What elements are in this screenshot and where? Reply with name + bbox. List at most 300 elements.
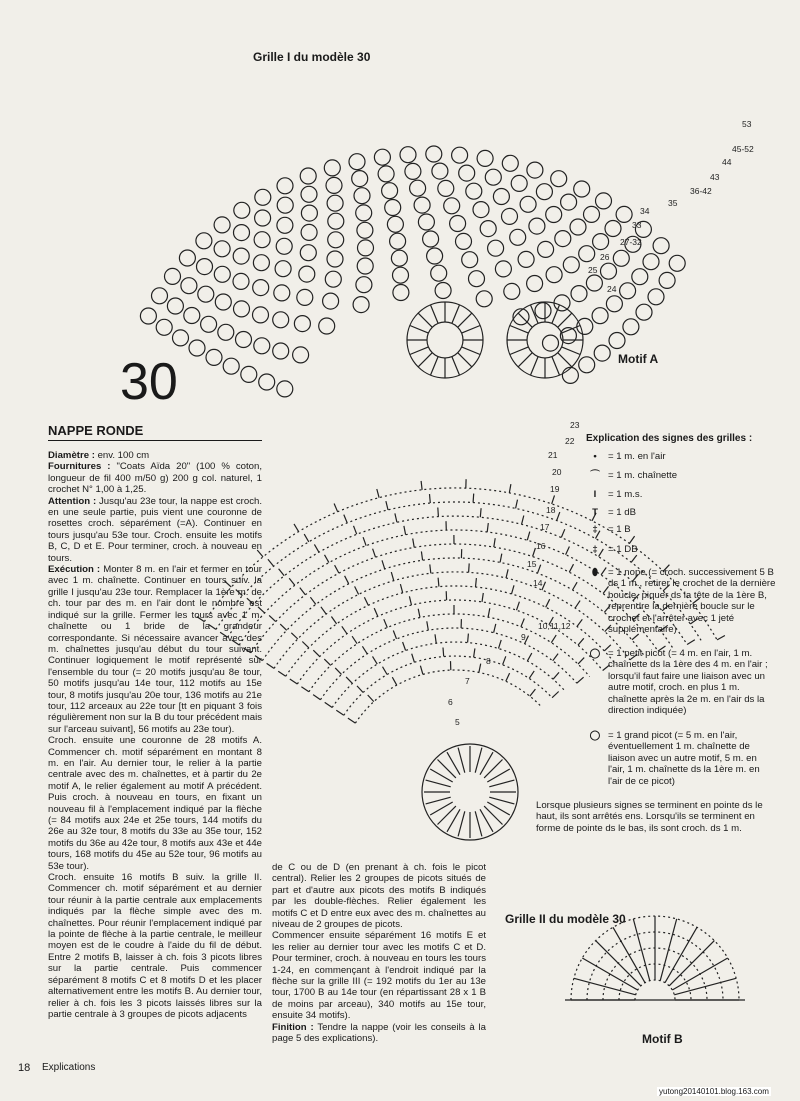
legend-text: = 1 m. chaînette — [608, 470, 678, 481]
chain-loop — [426, 146, 442, 162]
legend-text: = 1 m.s. — [608, 489, 643, 500]
chain-loop — [456, 233, 472, 249]
grille2-diagram — [565, 916, 745, 1000]
chain-loop — [414, 197, 430, 213]
stitch-mark — [476, 578, 477, 587]
chain-loop — [301, 186, 317, 202]
stitch-mark — [374, 608, 378, 616]
chain-loop — [574, 181, 590, 197]
round-label: 6 — [448, 697, 453, 707]
stitch-mark — [344, 515, 347, 523]
rosette-stitch — [452, 305, 460, 324]
stitch-mark — [530, 689, 536, 696]
chain-loop — [214, 241, 230, 257]
chain-loop — [546, 207, 562, 223]
stitch-mark — [474, 648, 475, 657]
chain-loop — [648, 289, 664, 305]
stitch-mark — [325, 555, 329, 563]
center-spoke — [475, 748, 482, 773]
chain-loop — [579, 357, 595, 373]
stitch-mark — [473, 494, 474, 503]
chain-loop — [152, 288, 168, 304]
stitch-mark — [310, 597, 315, 604]
chain-loop — [255, 210, 271, 226]
chain-loop — [390, 233, 406, 249]
stitch-mark — [533, 548, 536, 557]
chain-loop — [466, 183, 482, 199]
stitch-row — [321, 628, 577, 700]
chain-loop — [432, 163, 448, 179]
stitch-mark — [573, 582, 578, 590]
stitch-mark — [553, 672, 559, 679]
rosette-stitch — [558, 353, 572, 367]
stitch-mark — [368, 695, 374, 702]
chain-loop — [196, 233, 212, 249]
chain-loop — [167, 298, 183, 314]
stitch-mark — [364, 597, 368, 605]
stitch-mark — [391, 572, 394, 581]
stitch-mark — [421, 551, 422, 560]
motif-b-label: Motif B — [642, 1032, 683, 1046]
stitch-mark — [479, 664, 481, 673]
center-spoke — [426, 797, 451, 804]
legend-item — [586, 730, 776, 787]
round-label: 53 — [742, 119, 752, 129]
chain-loop — [352, 171, 368, 187]
chain-loop — [469, 271, 485, 287]
stitch-mark — [631, 555, 637, 562]
rosette-stitch — [452, 357, 460, 376]
chain-loop — [609, 333, 625, 349]
chain-loop — [327, 195, 343, 211]
chain-loop — [214, 217, 230, 233]
chain-loop — [275, 261, 291, 277]
chain-loop — [659, 272, 675, 288]
rosette-stitch — [552, 357, 560, 376]
chain-loop — [173, 330, 189, 346]
chain-loop — [393, 267, 409, 283]
stitch-mark — [331, 617, 336, 624]
round-label: 8 — [486, 656, 491, 666]
chain-stitch-icon: • — [593, 451, 597, 462]
legend-text: = 1 dB — [608, 507, 637, 518]
chain-loop — [385, 200, 401, 216]
chain-loop — [431, 265, 447, 281]
stitch-mark — [557, 512, 560, 520]
rosette-stitch — [418, 313, 432, 327]
chain-loop — [493, 189, 509, 205]
chain-loop — [277, 217, 293, 233]
round-label: 27-32 — [620, 237, 642, 247]
stitch-mark — [421, 481, 422, 490]
diametre-label: Diamètre : — [48, 450, 95, 461]
chain-loop — [485, 169, 501, 185]
stitch-mark — [400, 584, 402, 593]
chain-loop — [536, 184, 552, 200]
stitch-mark — [687, 640, 695, 645]
legend-title: Explication des signes des grilles : — [586, 433, 753, 444]
stitch-mark — [404, 526, 406, 535]
execution-text: Monter 8 m. en l'air et fermer en tour avec 1 m. chaînette. Continuer en tours suiv. la grille I jusqu'au 23e tour. Remplacer la 1ère m. de ch. tour par des m. en l'air dont le nombre est indiqué sur la grille. Fermer les tours avec 1 m. chaînette ou 1 bride de la grandeur correspondante. Si nécessaire avancer avec des m. chaînettes jusqu'au début du tour suivant. Continuer logiquement le motif représenté sur l'ensemble du tour (= 20 motifs jusqu'au 8e tour, 50 motifs jusqu'au 14e tour, 112 motifs au 15e tour, 8 motifs jusqu'au 20e tour, 136 motifs au 21e tour, 112 arceaux au 22e tour [tt en piquant 3 fois régulièrement non sur la B du tour précédent mais sur l'arceau suivant], 56 motifs au 23e tour). — [48, 564, 262, 735]
attention-text: Jusqu'au 23e tour, la nappe est croch. en une seule partie, puis vient une couronne de rosettes croch. séparément (=A). Continuer en tours jusqu'au 53e tour. Croch. ensuite les motifs B, C, D et E. Pour terminer, croch. à nouveau en tours. — [48, 495, 262, 564]
stitch-mark — [469, 563, 470, 572]
stitch-mark — [577, 619, 582, 626]
round-label: 14 — [533, 578, 543, 588]
rosette-stitch — [418, 353, 432, 367]
round-label: 26 — [600, 252, 610, 262]
stitch-mark — [290, 679, 298, 684]
chain-loop — [273, 343, 289, 359]
chain-loop — [632, 269, 648, 285]
finition-text: Tendre la nappe (voir les conseils à la page 5 des explications). — [272, 1021, 486, 1045]
round-label: 24 — [607, 284, 617, 294]
chain-loop — [299, 266, 315, 282]
chain-loop — [201, 316, 217, 332]
chain-loop — [253, 307, 269, 323]
stitch-mark — [717, 636, 725, 640]
chain-loop — [181, 278, 197, 294]
legend-note: Lorsque plusieurs signes se terminent en pointe ds le haut, ils sont arrêtés ens. Lorsqu'ils se terminent en forme de pointe ds le bas, ils sont croch. ds 1 m. — [536, 800, 763, 834]
rosette-stitch — [410, 326, 429, 334]
chain-loop — [452, 147, 468, 163]
center-spoke — [458, 811, 465, 836]
fournitures-text: "Coats Aïda 20" (100 % coton, longueur de fil 400 m/50 g) 200 g col. naturel, 1 crochet N° 1,00 à 1,25. — [48, 461, 262, 496]
stitch-mark — [561, 529, 565, 537]
chain-loop — [273, 312, 289, 328]
stitch-mark — [267, 663, 274, 668]
legend-text: = 1 grand picot (= 5 m. en l'air, éventuellement 1 m. chaînette de liaison avec un autre motif, 5 m. en l'air, 1 m. chaînette ds la 1ère m. en l'air de ce picot) — [608, 730, 760, 787]
chain-loop — [277, 197, 293, 213]
chain-loop — [562, 367, 578, 383]
chain-loop — [233, 273, 249, 289]
pattern-number: 30 — [120, 353, 178, 411]
chain-loop — [254, 338, 270, 354]
stitch-mark — [552, 692, 559, 698]
stitch-mark — [552, 495, 555, 504]
chain-loop — [382, 183, 398, 199]
chain-loop — [620, 283, 636, 299]
stitch-mark — [546, 599, 550, 607]
round-label: 15 — [527, 559, 537, 569]
stitch-mark — [468, 634, 469, 643]
round-label: 33 — [632, 220, 642, 230]
stitch-mark — [538, 565, 541, 574]
stitch-mark — [354, 526, 357, 534]
stitch-mark — [566, 547, 570, 555]
chain-loop — [378, 166, 394, 182]
stitch-mark — [346, 677, 352, 684]
chain-loop — [276, 238, 292, 254]
stitch-mark — [373, 656, 378, 664]
round-label: 17 — [540, 522, 550, 532]
chain-loop — [274, 285, 290, 301]
chain-loop — [357, 222, 373, 238]
stitch-mark — [362, 646, 367, 654]
motif-e-paragraph: Commencer ensuite séparément 16 motifs E et les relier au dernier tour avec les motifs C et D. Pour terminer, croch. à nouveau en tours les tours 1-24, en commençant à l'endroit indiqué par la flèche sur la grille III (= 192 motifs du 1er au 13e tour, 1700 B au 14e tour (en répartissant 28 x 1 B de moins par arceau), 340 motifs au 15e tour, ensuite 34 motifs). — [272, 930, 486, 1022]
stitch-mark — [509, 484, 511, 493]
chain-loop — [473, 202, 489, 218]
chain-loop — [571, 286, 587, 302]
chain-loop — [462, 252, 478, 268]
double-crochet-icon: ‡ — [592, 524, 598, 535]
chain-loop — [325, 271, 341, 287]
chain-loop — [253, 255, 269, 271]
chain-loop — [427, 248, 443, 264]
round-label: 16 — [536, 541, 546, 551]
chain-loop — [605, 221, 621, 237]
single-crochet-icon: I — [593, 489, 597, 500]
stitch-mark — [300, 588, 306, 595]
chain-loop — [563, 257, 579, 273]
slip-stitch-icon: ⌒ — [590, 470, 600, 481]
chain-loop — [444, 198, 460, 214]
chain-loop — [234, 202, 250, 218]
stitch-mark — [494, 538, 495, 547]
legend-text: = 1 DB — [608, 544, 638, 555]
motif-b-stitch — [660, 919, 677, 981]
stitch-mark — [280, 624, 287, 630]
legend-item — [586, 567, 776, 635]
chain-loop — [405, 163, 421, 179]
chain-loop — [504, 283, 520, 299]
chain-loop — [535, 303, 551, 319]
chain-loop — [326, 177, 342, 193]
chain-loop — [301, 205, 317, 221]
round-label: 5 — [455, 717, 460, 727]
stitch-mark — [522, 516, 524, 525]
chain-loop — [294, 316, 310, 332]
rosette-stitch — [462, 326, 481, 334]
chain-loop — [579, 246, 595, 262]
stitch-mark — [427, 621, 429, 630]
chain-loop — [435, 283, 451, 299]
chain-loop — [300, 245, 316, 261]
chain-loop — [393, 285, 409, 301]
chain-loop — [297, 289, 313, 305]
chain-loop — [593, 234, 609, 250]
stitch-mark — [569, 564, 573, 572]
chain-loop — [259, 374, 275, 390]
stitch-mark — [499, 640, 502, 649]
chain-loop — [410, 180, 426, 196]
stitch-mark — [386, 501, 388, 510]
round-label: 23 — [570, 420, 580, 430]
chain-loop — [357, 258, 373, 274]
stitch-mark — [578, 638, 584, 645]
stitch-mark — [512, 585, 515, 594]
stitch-mark — [443, 648, 444, 657]
stitch-mark — [521, 619, 524, 627]
chain-loop — [206, 349, 222, 365]
chain-loop — [606, 296, 622, 312]
chain-loop — [179, 250, 195, 266]
chain-loop — [520, 196, 536, 212]
rosette-stitch — [562, 347, 581, 355]
rosette-stitch — [510, 326, 529, 334]
stitch-mark — [480, 508, 481, 517]
legend-item — [586, 470, 776, 481]
round-label: 35 — [668, 198, 678, 208]
page-number: 18 — [18, 1062, 31, 1074]
chain-loop — [400, 147, 416, 163]
chain-loop — [476, 291, 492, 307]
stitch-mark — [348, 718, 356, 723]
chain-loop — [301, 224, 317, 240]
chain-loop — [356, 205, 372, 221]
stitch-mark — [395, 513, 397, 522]
chain-loop — [584, 206, 600, 222]
chain-loop — [529, 218, 545, 234]
stitch-mark — [334, 504, 338, 512]
stitch-mark — [529, 671, 534, 679]
chain-loop — [241, 366, 257, 382]
stitch-mark — [355, 586, 359, 594]
chain-loop — [234, 225, 250, 241]
grille1-title: Grille I du modèle 30 — [253, 50, 371, 64]
chain-loop — [592, 308, 608, 324]
stitch-mark — [487, 523, 488, 532]
legend-item — [586, 451, 776, 462]
stitch-mark — [577, 677, 584, 683]
rosette-stitch — [458, 313, 472, 327]
motif-a-diagram — [407, 302, 583, 378]
chain-loop — [613, 250, 629, 266]
chain-loop — [616, 206, 632, 222]
stitch-mark — [420, 666, 423, 675]
rosette-stitch — [462, 347, 481, 355]
stitch-mark — [409, 596, 411, 605]
chain-loop — [551, 171, 567, 187]
footer-section: Explications — [42, 1062, 96, 1073]
chain-loop — [527, 276, 543, 292]
chain-loop — [438, 180, 454, 196]
stitch-mark — [325, 702, 333, 707]
stitch-mark — [516, 500, 518, 509]
rosette-stitch — [431, 357, 439, 376]
finition-label: Finition : — [272, 1021, 314, 1033]
stitch-mark — [438, 508, 439, 517]
chain-loop — [277, 178, 293, 194]
stitch-mark — [551, 635, 556, 643]
chain-loop — [323, 293, 339, 309]
center-spoke — [426, 780, 451, 787]
stitch-mark — [382, 560, 385, 569]
round-label: 20 — [552, 467, 562, 477]
chain-loop — [353, 297, 369, 313]
stitch-mark — [324, 659, 330, 665]
stitch-mark — [336, 710, 344, 715]
rosette-stitch — [458, 353, 472, 367]
chain-loop — [601, 263, 617, 279]
stitch-mark — [517, 602, 520, 611]
stitch-mark — [313, 650, 319, 656]
chain-loop — [636, 304, 652, 320]
chain-loop — [236, 332, 252, 348]
stitch-mark — [352, 636, 357, 644]
chain-loop — [253, 280, 269, 296]
stitch-mark — [553, 654, 558, 661]
stitch-mark — [500, 554, 502, 563]
chain-loop — [518, 251, 534, 267]
round-label: 7 — [465, 676, 470, 686]
chain-loop — [327, 251, 343, 267]
chain-loop — [502, 155, 518, 171]
round-label: 36-42 — [690, 186, 712, 196]
stitch-mark — [527, 532, 530, 541]
rosette-stitch — [431, 305, 439, 324]
motif-b-stitch — [633, 919, 650, 981]
execution-label: Exécution : — [48, 564, 101, 576]
stitch-mark — [430, 564, 431, 573]
chain-loop — [328, 232, 344, 248]
motif-b-stitch — [574, 978, 636, 995]
stitch-mark — [314, 544, 319, 552]
finition-paragraph — [272, 1022, 486, 1045]
round-label: 18 — [546, 505, 556, 515]
legend-item — [586, 524, 776, 535]
chain-loop — [254, 232, 270, 248]
puff-stitch-icon: ⬮ — [591, 567, 599, 578]
chain-loop — [596, 193, 612, 209]
chain-loop — [480, 221, 496, 237]
stitch-mark — [392, 677, 396, 685]
chain-loop — [653, 238, 669, 254]
stitch-mark — [302, 642, 309, 648]
fournitures-paragraph — [48, 461, 262, 495]
legend-item — [586, 544, 776, 555]
section-divider — [48, 440, 262, 441]
round-label: 25 — [588, 265, 598, 275]
round-labels — [448, 119, 754, 727]
stitch-mark — [430, 494, 431, 503]
stitch-mark — [506, 569, 508, 578]
stitch-mark — [438, 578, 439, 587]
stitch-mark — [393, 631, 396, 639]
rosette-stitch — [558, 313, 572, 327]
stitch-mark — [269, 615, 276, 621]
chain-loop — [354, 188, 370, 204]
rosette-stitch — [518, 353, 532, 367]
chain-loop — [140, 308, 156, 324]
stitch-mark — [363, 537, 366, 546]
chain-loop — [502, 208, 518, 224]
attention-paragraph — [48, 496, 262, 564]
chain-loop — [391, 250, 407, 266]
round-label: 21 — [548, 450, 558, 460]
stitch-mark — [373, 549, 376, 558]
stitch-mark — [345, 576, 349, 584]
stitch-mark — [418, 609, 420, 618]
stitch-mark — [335, 668, 341, 675]
grille2-title: Grille II du modèle 30 — [505, 912, 626, 926]
chain-loop — [197, 259, 213, 275]
motif-a-label: Motif A — [618, 352, 659, 366]
attention-label: Attention : — [48, 495, 97, 507]
rosette-inner — [427, 322, 463, 358]
chain-loop — [184, 308, 200, 324]
stitch-mark — [335, 565, 339, 573]
diametre-paragraph — [48, 450, 262, 461]
chain-loop — [418, 214, 434, 230]
chain-loop — [561, 194, 577, 210]
legend-text: = 1 nope (= croch. successivement 5 B ds 1 m., retirer le crochet de la dernière boucle, piquer ds la tête de la 1ère B, reprendre la dernière boucle sur le crochet et l'arrêter avec 1 jeté supplémentaire) — [608, 567, 776, 636]
stitch-mark — [383, 667, 388, 675]
chain-loop — [293, 347, 309, 363]
stitch-mark — [294, 524, 299, 532]
stitch-mark — [289, 578, 295, 585]
chain-loop — [488, 240, 504, 256]
stitch-mark — [403, 642, 406, 651]
